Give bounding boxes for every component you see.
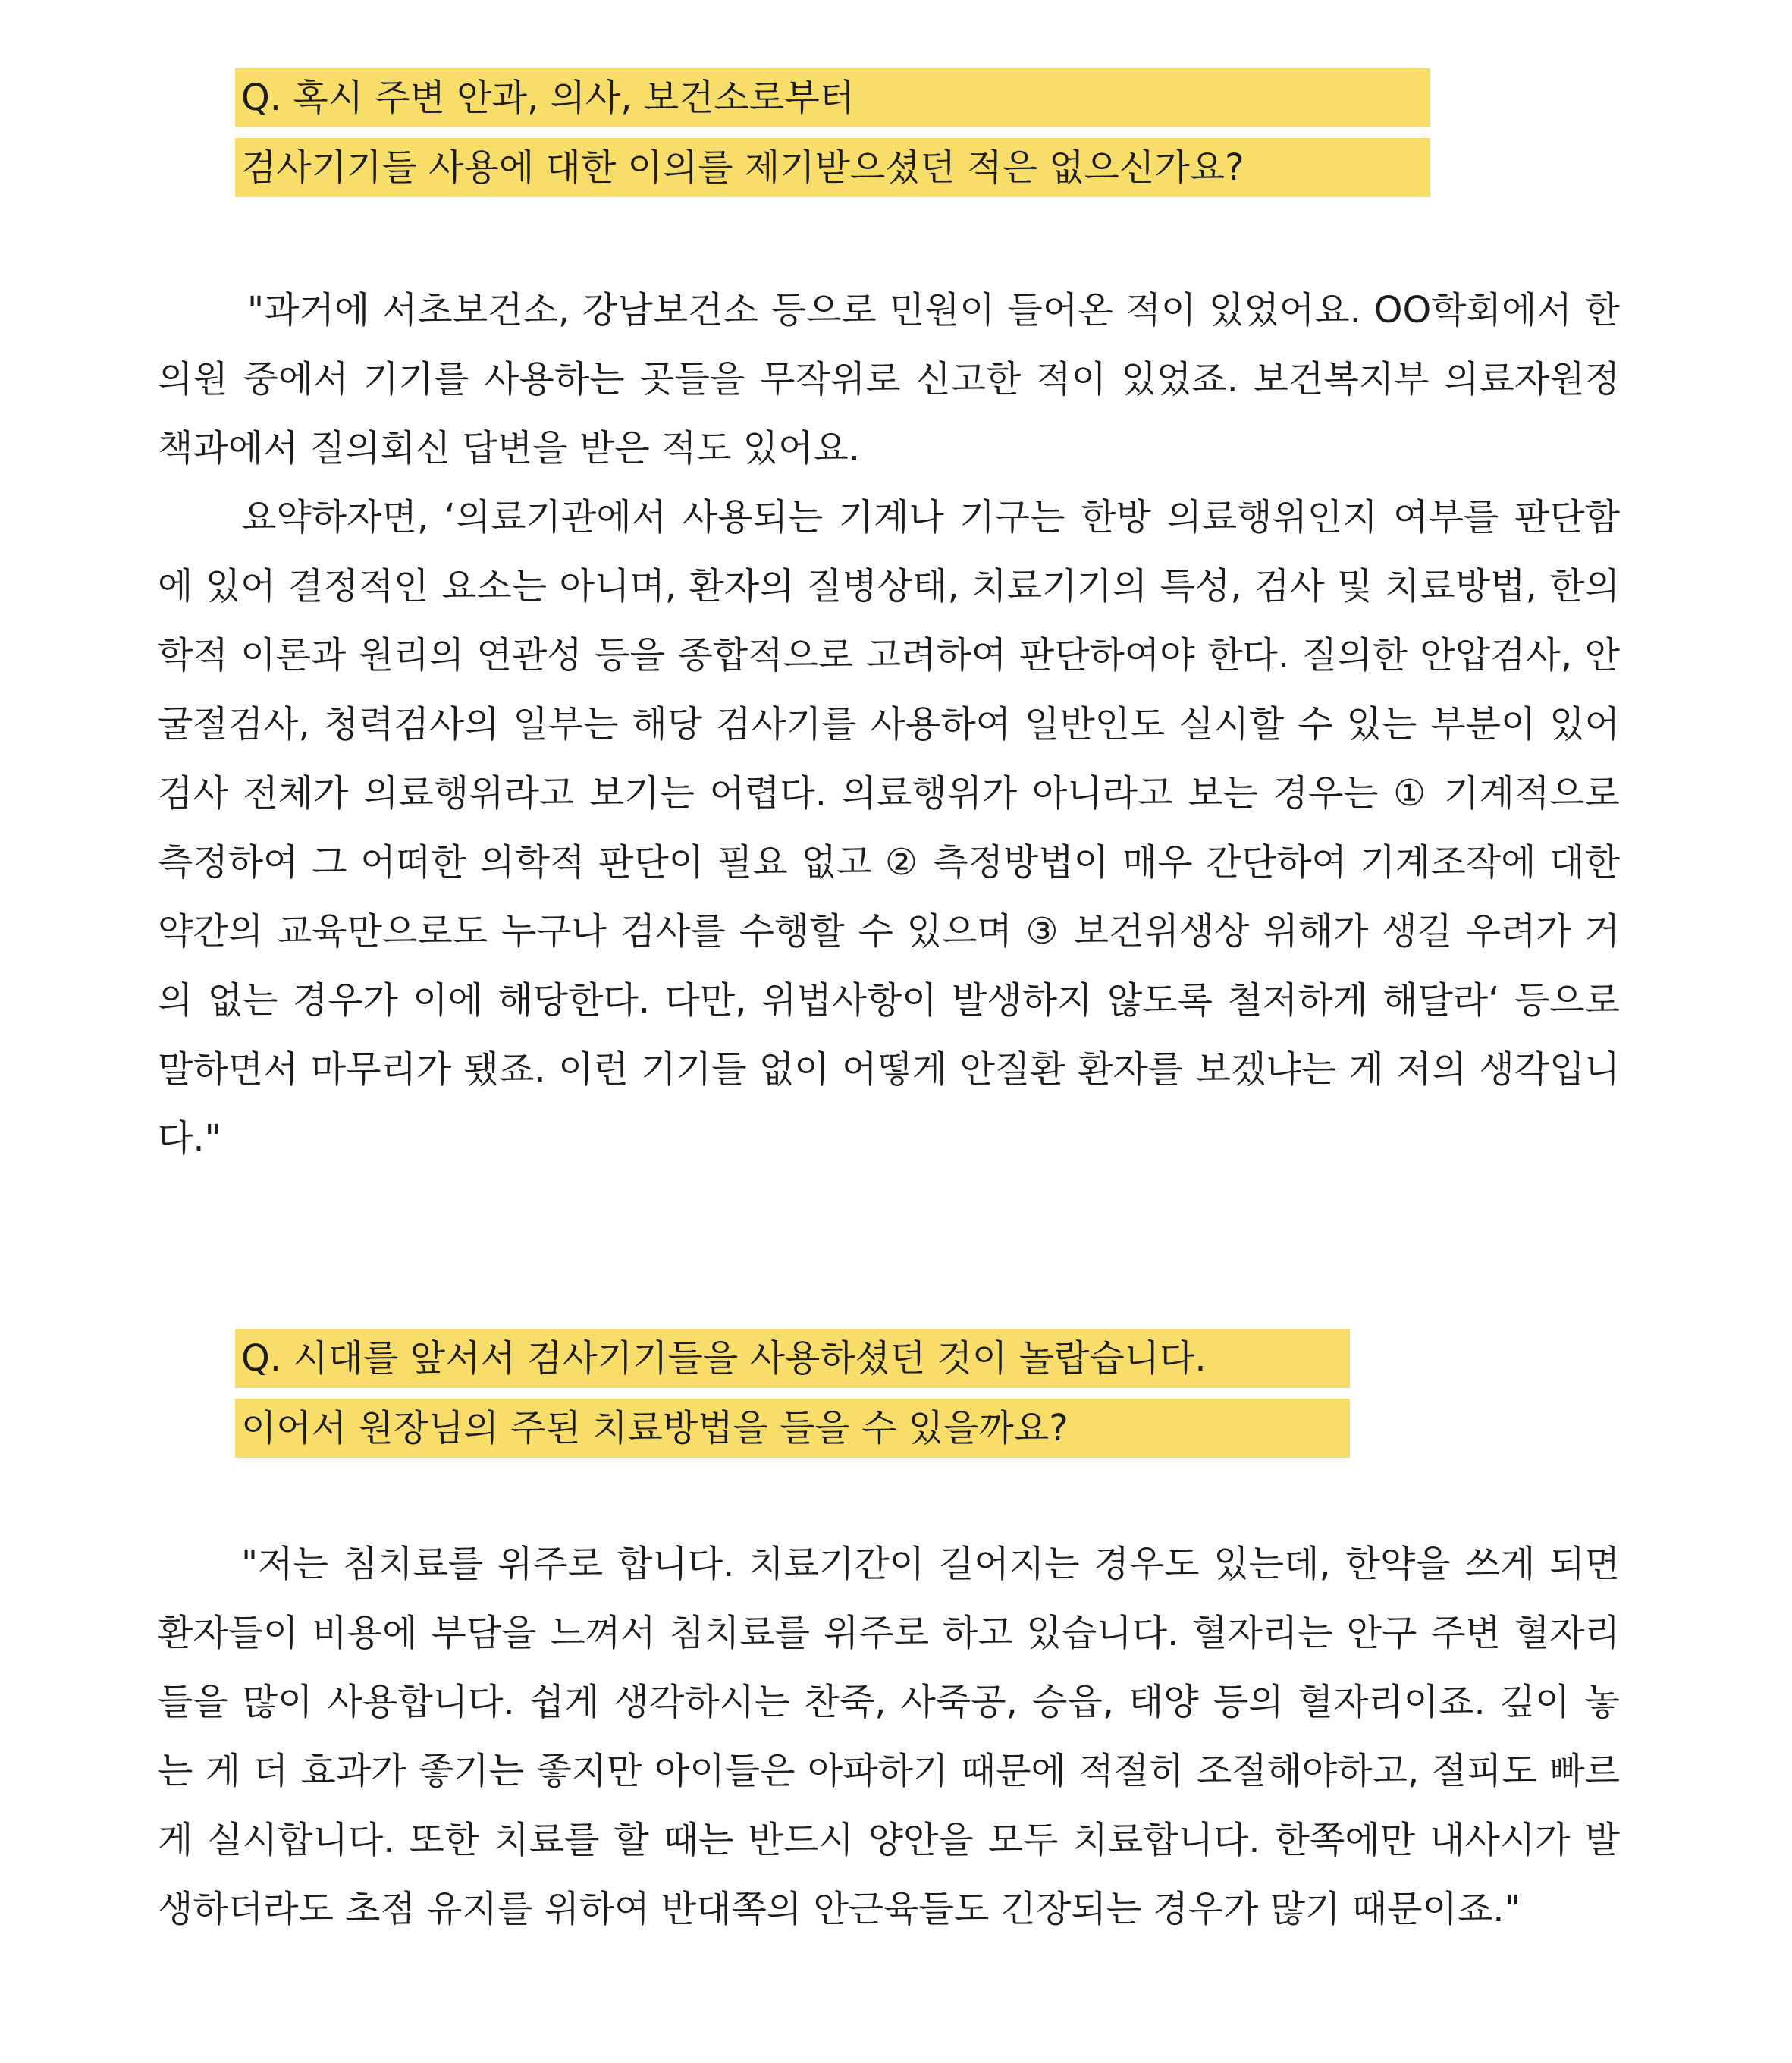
question-1-line-2: 검사기기들 사용에 대한 이의를 제기받으셨던 적은 없으신가요? [235,138,1430,197]
question-1 [235,68,1430,208]
question-1-line-1: Q. 혹시 주변 안과, 의사, 보건소로부터 [235,68,1430,127]
answer-2 [158,1530,1620,1944]
question-2 [235,1329,1350,1468]
question-2-line-2: 이어서 원장님의 주된 치료방법을 들을 수 있을까요? [235,1399,1350,1458]
answer-1 [158,276,1620,1173]
answer-1-paragraph-1: "과거에 서초보건소, 강남보건소 등으로 민원이 들어온 적이 있었어요. OO학회에서 한의원 중에서 기기를 사용하는 곳들을 무작위로 신고한 적이 있었죠. 보건복지부 의료자원정책과에서 질의회신 답변을 받은 적도 있어요. [158,289,1620,469]
answer-1-paragraph-2: 요약하자면, ‘의료기관에서 사용되는 기계나 기구는 한방 의료행위인지 여부를 판단함에 있어 결정적인 요소는 아니며, 환자의 질병상태, 치료기기의 특성, 검사 및 치료방법, 한의학적 이론과 원리의 연관성 등을 종합적으로 고려하여 판단하여야 한다. 질의한 안압검사, 안굴절검사, 청력검사의 일부는 해당 검사기를 사용하여 일반인도 실시할 수 있는 부분이 있어 검사 전체가 의료행위라고 보기는 어렵다. 의료행위가 아니라고 보는 경우는 ① 기계적으로 측정하여 그 어떠한 의학적 판단이 필요 없고 ② 측정방법이 매우 간단하여 기계조작에 대한 약간의 교육만으로도 누구나 검사를 수행할 수 있으며 ③ 보건위생상 위해가 생길 우려가 거의 없는 경우가 이에 해당한다. 다만, 위법사항이 발생하지 않도록 철저하게 해달라‘ 등으로 말하면서 마무리가 됐죠. 이런 기기들 없이 어떻게 안질환 환자를 보겠냐는 게 저의 생각입니다." [158,496,1620,1160]
question-2-line-1: Q. 시대를 앞서서 검사기기들을 사용하셨던 것이 놀랍습니다. [235,1329,1350,1388]
answer-2-paragraph-1: "저는 침치료를 위주로 합니다. 치료기간이 길어지는 경우도 있는데, 한약을 쓰게 되면 환자들이 비용에 부담을 느껴서 침치료를 위주로 하고 있습니다. 혈자리는 안구 주변 혈자리들을 많이 사용합니다. 쉽게 생각하시는 찬죽, 사죽공, 승읍, 태양 등의 혈자리이죠. 깊이 놓는 게 더 효과가 좋기는 좋지만 아이들은 아파하기 때문에 적절히 조절해야하고, 절피도 빠르게 실시합니다. 또한 치료를 할 때는 반드시 양안을 모두 치료합니다. 한쪽에만 내사시가 발생하더라도 초점 유지를 위하여 반대쪽의 안근육들도 긴장되는 경우가 많기 때문이죠." [158,1543,1620,1930]
